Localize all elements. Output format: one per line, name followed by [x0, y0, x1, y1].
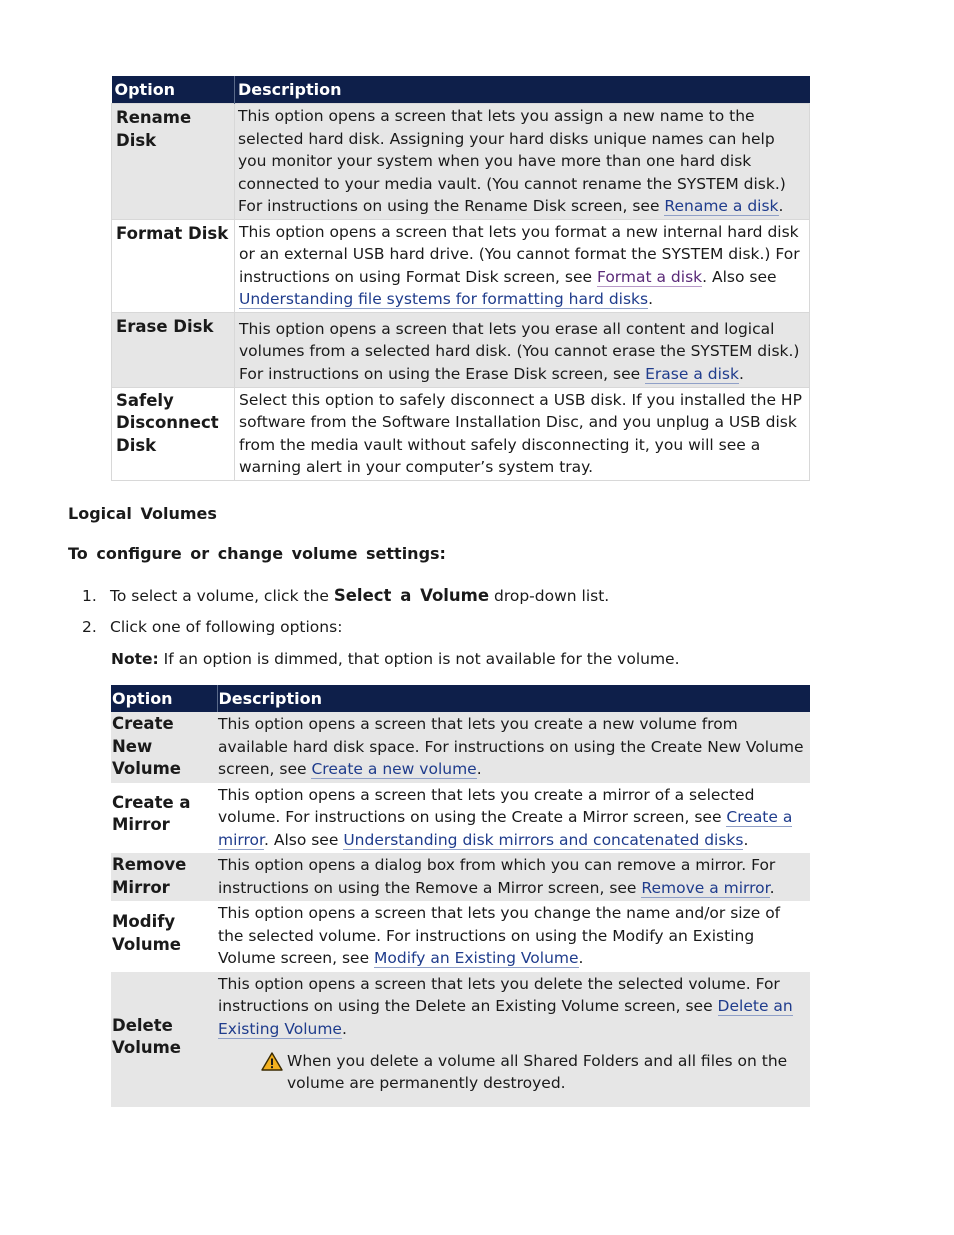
note-label: Note:	[111, 650, 159, 668]
option-name: Delete Volume	[111, 972, 217, 1107]
warning-text: When you delete a volume all Shared Folders and all files on the volume are permanently destroyed.	[287, 1052, 788, 1092]
steps-list	[82, 585, 822, 647]
option-description: Select this option to safely disconnect a USB disk. If you installed the HP software from the Software Installation Disc, and you unplug a USB disk from the media vault without safely disconnecting it, you will see a warning alert in your computer’s system tray.	[235, 387, 810, 480]
column-header-option: Option	[112, 76, 235, 104]
option-description: This option opens a screen that lets you create a mirror of a selected volume. For instructions on using the Create a Mirror screen, see Create a mirror. Also see Understanding disk mirrors and concatenated disks.	[218, 785, 793, 849]
section-heading: Logical Volumes	[68, 504, 217, 523]
option-name: Format Disk	[112, 219, 235, 312]
procedure-heading: To configure or change volume settings:	[68, 544, 446, 563]
table-row	[112, 312, 810, 387]
column-header-description: Description	[217, 685, 810, 712]
option-description: This option opens a screen that lets you change the name and/or size of the selected volume. For instructions on using the Modify an Existing Volume screen, see Modify an Existing Volume.	[218, 904, 781, 967]
volume-options-table	[111, 685, 810, 1107]
option-description: This option opens a screen that lets you erase all content and logical volumes from a selected hard disk. (You cannot erase the SYSTEM disk.) For instructions on using the Erase Disk screen, see Erase a disk.	[235, 312, 810, 387]
option-name: Modify Volume	[112, 912, 181, 954]
warning-triangle-icon	[261, 1052, 283, 1071]
rename-disk-link[interactable]: Rename a disk	[664, 197, 779, 215]
delete-volume-link[interactable]: Delete an Existing Volume	[218, 997, 793, 1038]
understanding-disk-mirrors-link[interactable]: Understanding disk mirrors and concatenated disks	[343, 830, 744, 849]
list-item: 1. To select a volume, click the Select a Volume drop-down list.	[82, 586, 610, 605]
table-header-row	[111, 685, 810, 712]
column-header-option: Option	[111, 685, 217, 712]
option-description: This option opens a screen that lets you delete the selected volume. For instructions on using the Delete an Existing Volume screen, see Delete an Existing Volume. When you delete a volume all Shared Folders and all files on the volume are permanently destroyed.	[217, 972, 810, 1107]
warning-callout	[261, 1050, 810, 1094]
remove-a-mirror-link[interactable]: Remove a mirror	[641, 878, 770, 897]
understanding-file-systems-link[interactable]: Understanding file systems for formatting hard disks	[239, 290, 649, 308]
modify-volume-link[interactable]: Modify an Existing Volume	[374, 949, 579, 967]
option-description: This option opens a screen that lets you format a new internal hard disk or an external USB hard drive. (You cannot format the SYSTEM disk.) For instructions on using Format Disk screen, see Format a disk. Also see Understanding file systems for formatting hard disks.	[235, 219, 810, 312]
table-row	[112, 104, 810, 220]
option-name: Erase Disk	[112, 312, 235, 387]
option-description: This option opens a screen that lets you create a new volume from available hard disk space. For instructions on using the Create New Volume screen, see Create a new volume.	[217, 712, 810, 783]
option-description: This option opens a screen that lets you assign a new name to the selected hard disk. Assigning your hard disks unique names can help you monitor your system when you have more than one hard disk connected to your media vault. (You cannot rename the SYSTEM disk.) For instructions on using the Rename Disk screen, see Rename a disk.	[235, 104, 810, 220]
option-name: Remove Mirror	[111, 853, 217, 901]
option-name: Create New Volume	[111, 712, 217, 783]
table-header-row	[112, 76, 810, 104]
table-row	[112, 219, 810, 312]
erase-disk-link[interactable]: Erase a disk	[645, 364, 739, 383]
format-disk-link[interactable]: Format a disk	[596, 267, 703, 286]
option-name: Safely Disconnect Disk	[112, 387, 235, 480]
table-row	[111, 783, 810, 854]
table-row	[111, 901, 810, 972]
list-item: 2. Click one of following options:	[82, 618, 343, 636]
note: Note: If an option is dimmed, that option is not available for the volume.	[111, 650, 680, 668]
option-name: Create a Mirror	[112, 792, 191, 834]
column-header-description: Description	[235, 76, 810, 104]
disk-options-table	[111, 76, 810, 481]
option-description: This option opens a dialog box from which you can remove a mirror. For instructions on using the Remove a Mirror screen, see Remove a mirror.	[217, 853, 810, 901]
table-row	[111, 972, 810, 1107]
create-new-volume-link[interactable]: Create a new volume	[311, 760, 477, 778]
table-row	[111, 853, 810, 901]
select-a-volume-label: Select a Volume	[333, 586, 490, 605]
table-row	[112, 387, 810, 480]
create-a-mirror-link[interactable]: Create a mirror	[218, 808, 793, 849]
option-name: Rename Disk	[112, 104, 235, 220]
table-row	[111, 712, 810, 783]
